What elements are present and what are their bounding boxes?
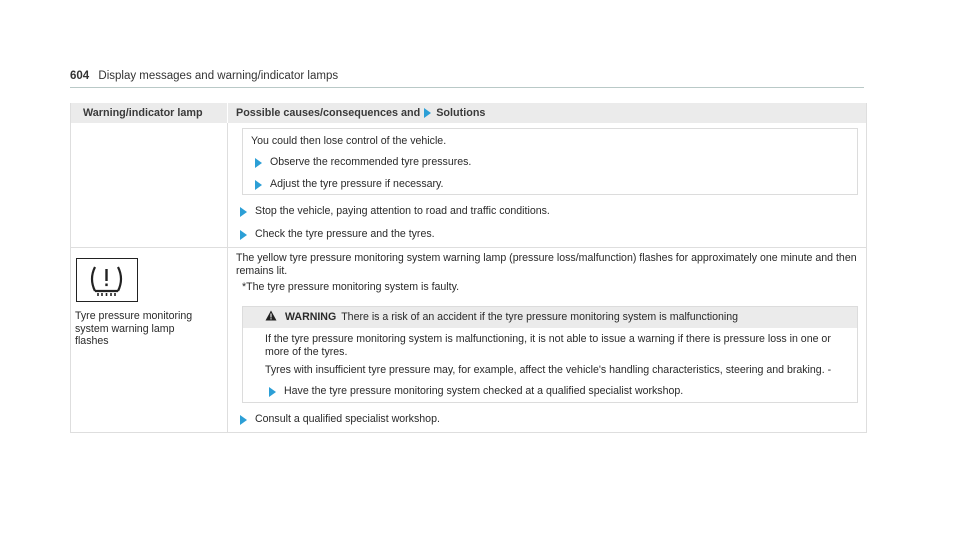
lamp-cell-empty — [71, 123, 227, 247]
tyre-pressure-warning-icon — [76, 258, 138, 302]
arrow-right-icon — [240, 207, 247, 217]
warning-box — [242, 306, 858, 403]
page-number: 604 — [70, 70, 90, 82]
continued-box — [242, 128, 858, 195]
lamp-table — [70, 103, 867, 433]
step-text: Consult a qualified specialist workshop. — [255, 413, 440, 425]
solutions-cell — [227, 123, 866, 247]
lamp-description: The yellow tyre pressure monitoring system warning lamp (pressure loss/malfunction) flashes for approximately one minute and then remains lit. — [236, 252, 857, 277]
arrow-right-icon — [240, 415, 247, 425]
arrow-right-icon — [240, 230, 247, 240]
table-row — [71, 123, 866, 247]
lamp-caption-line: flashes — [75, 335, 109, 347]
arrow-right-icon — [255, 180, 262, 190]
step-text: Adjust the tyre pressure if necessary. — [270, 178, 444, 190]
warning-header — [243, 307, 857, 328]
warning-paragraph: If the tyre pressure monitoring system is malfunctioning, it is not able to issue a warning if there is pressure loss in one or more of the tyres. — [265, 333, 831, 358]
list-item — [265, 385, 849, 398]
arrow-right-icon — [255, 158, 262, 168]
lamp-cell — [71, 248, 227, 432]
list-item — [236, 228, 858, 241]
list-item — [236, 413, 858, 426]
table-row — [71, 247, 866, 432]
step-text: Observe the recommended tyre pressures. — [270, 156, 472, 168]
warning-triangle-icon — [265, 310, 277, 325]
warning-paragraph: Tyres with insufficient tyre pressure may, for example, affect the vehicle's handling characteristics, steering and braking. - — [265, 364, 832, 376]
lamp-cause: *The tyre pressure monitoring system is faulty. — [242, 281, 460, 293]
column-header-causes — [227, 103, 866, 123]
arrow-right-icon — [269, 387, 276, 397]
warning-title: There is a risk of an accident if the tyre pressure monitoring system is malfunctioning — [341, 311, 739, 323]
header-divider — [70, 87, 864, 88]
lamp-caption — [75, 310, 227, 348]
step-text: Check the tyre pressure and the tyres. — [255, 228, 435, 240]
page-header — [70, 70, 338, 82]
lamp-caption-line: system warning lamp — [75, 322, 175, 335]
box-intro: You could then lose control of the vehicle. — [251, 135, 447, 147]
step-text: Have the tyre pressure monitoring system checked at a qualified specialist workshop. — [284, 385, 684, 397]
column-header-causes-text: Possible causes/consequences and — [236, 107, 421, 119]
column-header-lamp: Warning/indicator lamp — [83, 107, 203, 119]
step-text: Stop the vehicle, paying attention to road and traffic conditions. — [255, 205, 550, 217]
warning-label: WARNING — [285, 311, 337, 323]
column-header-solutions-text: Solutions — [436, 107, 486, 119]
solutions-cell — [227, 248, 866, 432]
list-item — [251, 178, 849, 191]
lamp-caption-line: Tyre pressure monitoring — [75, 310, 193, 322]
list-item — [251, 156, 849, 169]
page-title: Display messages and warning/indicator lamps — [98, 70, 339, 82]
list-item — [236, 205, 858, 218]
arrow-right-icon — [424, 108, 431, 118]
table-header — [71, 103, 866, 123]
warning-body — [243, 328, 857, 402]
